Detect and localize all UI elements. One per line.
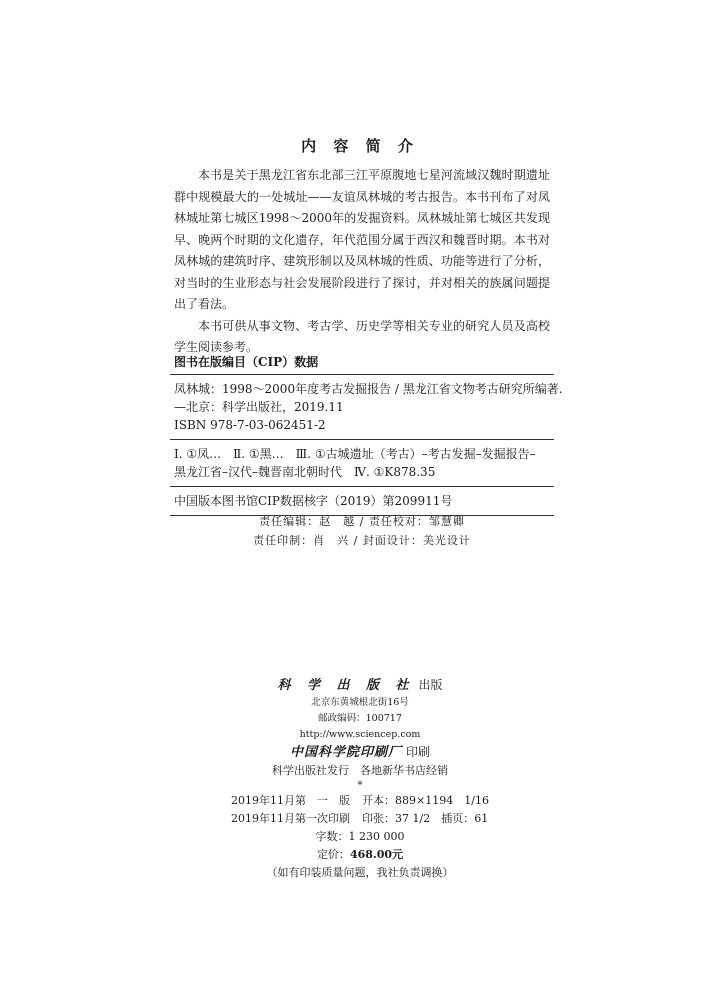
staff-credits xyxy=(170,512,554,550)
staff-editors: 责任编辑：赵 越 / 责任校对：邹慧卿 xyxy=(259,515,465,528)
price-line xyxy=(0,846,720,864)
quality-notice: （如有印装质量问题，我社负责调换） xyxy=(266,866,454,879)
print-date: 2019年11月第一次印刷 xyxy=(231,812,351,825)
print-details xyxy=(231,792,489,828)
summary-paragraph-1: 本书是关于黑龙江省东北部三江平原腹地七星河流域汉魏时期遗址群中规模最大的一处城址——友谊凤林城的考古报告。本书刊布了对凤林城址第七城区1998～2000年的发掘资料。凤林城址第七城区共发现早、晚两个时期的文化遗存，年代范围分属于西汉和魏晋时期。本书对凤林城的建筑时序、建筑形制以及凤林城的性质、功能等进行了分析，对当时的生业形态与社会发展阶段进行了探讨，并对相关的族属问题提出了看法。 xyxy=(174,168,550,311)
cip-classification xyxy=(170,440,554,487)
printing-row xyxy=(231,810,489,828)
edition-row xyxy=(231,792,489,810)
publisher-address: 北京东黄城根北街16号 xyxy=(311,697,409,708)
publisher-url: http://www.sciencep.com xyxy=(299,729,421,740)
summary-paragraph-2: 本书可供从事文物、考古学、历史学等相关专业的研究人员及高校学生阅读参考。 xyxy=(174,318,550,354)
separator-star: * xyxy=(357,780,363,791)
cip-header: 图书在版编目（CIP）数据 xyxy=(170,350,554,375)
distribution-line: 科学出版社发行 各地新华书店经销 xyxy=(272,764,448,777)
edition-date: 2019年11月第 一 版 xyxy=(231,794,351,807)
printer-line xyxy=(0,743,720,762)
summary-text xyxy=(174,165,550,359)
price-value: 468.00元 xyxy=(349,848,404,861)
printer-suffix: 印刷 xyxy=(406,745,431,759)
publisher-logo: 科 学 出 版 社 xyxy=(277,678,415,693)
staff-production: 责任印制：肖 兴 / 封面设计：美光设计 xyxy=(253,534,471,547)
book-format: 开本：889×1194 1/16 xyxy=(362,794,489,807)
publisher-line xyxy=(0,676,720,695)
cip-line: 黑龙江省–汉代–魏晋南北朝时代 Ⅳ. ①K878.35 xyxy=(174,465,436,479)
cip-isbn: ISBN 978-7-03-062451-2 xyxy=(174,418,326,432)
cip-line: Ⅰ. ①凤… Ⅱ. ①黑… Ⅲ. ①古城遗址（考古）–考古发掘–发掘报告– xyxy=(174,447,536,461)
cip-bibliographic xyxy=(170,375,563,440)
summary-title: 内 容 简 介 xyxy=(301,137,419,155)
print-sheets: 印张：37 1/2 插页：61 xyxy=(362,812,489,825)
colophon xyxy=(0,676,720,882)
printer-logo: 中国科学院印刷厂 xyxy=(289,745,402,760)
cip-line: —北京：科学出版社，2019.11 xyxy=(174,400,344,414)
publisher-suffix: 出版 xyxy=(418,678,443,692)
price-label: 定价： xyxy=(316,848,350,861)
word-count: 字数：1 230 000 xyxy=(315,830,405,843)
cip-line: 中国版本图书馆CIP数据核字（2019）第209911号 xyxy=(174,494,453,508)
cip-data-block xyxy=(170,350,563,516)
cip-line: 凤林城：1998～2000年度考古发掘报告 / 黑龙江省文物考古研究所编著. xyxy=(174,382,563,396)
publisher-postcode: 邮政编码：100717 xyxy=(318,713,402,724)
